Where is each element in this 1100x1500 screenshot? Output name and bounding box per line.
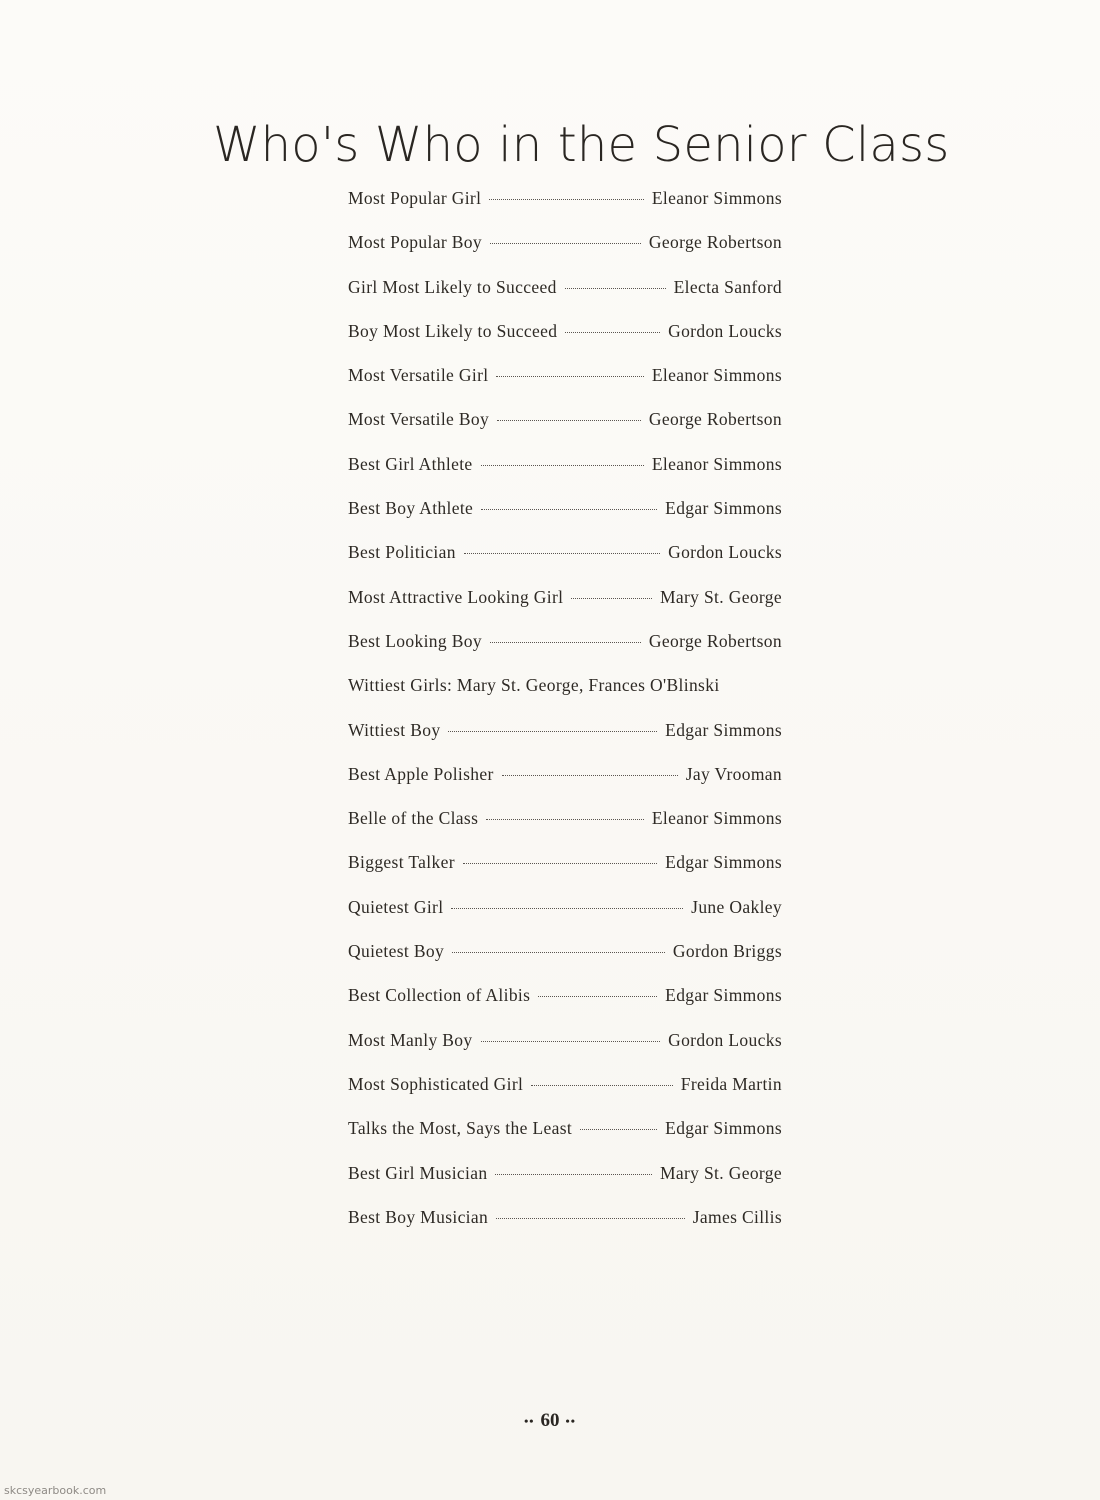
dot-leader — [463, 863, 657, 864]
award-winner: Electa Sanford — [673, 276, 782, 297]
dot-leader — [565, 288, 666, 289]
dot-leader — [464, 553, 660, 554]
award-label: Quietest Boy — [348, 941, 445, 962]
award-label: Best Politician — [348, 542, 456, 563]
list-item — [348, 277, 782, 321]
award-label: Best Apple Polisher — [348, 763, 494, 784]
award-label: Girl Most Likely to Succeed — [348, 276, 557, 297]
dot-leader — [481, 509, 657, 510]
award-label: Best Boy Musician — [348, 1206, 489, 1227]
award-winner: Gordon Loucks — [668, 542, 782, 563]
list-item — [348, 587, 782, 631]
award-label: Biggest Talker — [348, 852, 455, 873]
list-item — [348, 1074, 782, 1118]
list-item — [348, 454, 782, 498]
dot-leader — [451, 908, 683, 909]
page-number-text: 60 — [540, 1410, 560, 1431]
award-label: Belle of the Class — [348, 808, 479, 829]
dot-leader — [495, 1174, 651, 1175]
list-item — [348, 897, 782, 941]
award-label: Most Popular Girl — [348, 188, 482, 208]
award-winner: Freida Martin — [680, 1073, 782, 1094]
list-item — [348, 631, 782, 675]
list-item — [348, 720, 782, 764]
award-label: Best Girl Athlete — [348, 453, 473, 474]
award-winner: Eleanor Simmons — [651, 188, 782, 208]
dot-leader — [580, 1129, 657, 1130]
list-item — [348, 1030, 782, 1074]
award-label: Quietest Girl — [348, 896, 444, 917]
award-winner: Edgar Simmons — [665, 985, 782, 1006]
page-number — [0, 1410, 1100, 1432]
dot-leader — [497, 420, 641, 421]
list-item — [348, 498, 782, 542]
award-winner: Eleanor Simmons — [651, 453, 782, 474]
list-item — [348, 365, 782, 409]
award-winner: Mary St. George — [659, 1162, 782, 1183]
award-label: Best Collection of Alibis — [348, 985, 531, 1006]
award-winner: George Robertson — [648, 409, 782, 430]
list-item — [348, 852, 782, 896]
award-label: Most Sophisticated Girl — [348, 1073, 524, 1094]
dot-leader — [490, 642, 641, 643]
superlatives-list — [348, 188, 782, 1251]
award-label: Boy Most Likely to Succeed — [348, 320, 558, 341]
award-winner: Edgar Simmons — [665, 852, 782, 873]
award-label: Most Versatile Girl — [348, 365, 489, 386]
list-item — [348, 808, 782, 852]
award-winner: Jay Vrooman — [685, 763, 782, 784]
list-item — [348, 675, 782, 719]
dot-leader — [481, 1041, 661, 1042]
award-winner: George Robertson — [648, 630, 782, 651]
award-label: Talks the Most, Says the Least — [348, 1118, 573, 1139]
list-item — [348, 941, 782, 985]
award-winner: James Cillis — [692, 1206, 782, 1227]
award-winner: Gordon Briggs — [672, 941, 782, 962]
dot-leader — [481, 465, 644, 466]
award-label: Best Looking Boy — [348, 630, 482, 651]
watermark: skcsyearbook.com — [4, 1484, 107, 1497]
award-label: Most Versatile Boy — [348, 409, 490, 430]
page-title: Who's Who in the Senior Class — [213, 117, 950, 173]
dot-leader — [565, 332, 660, 333]
award-winner: Gordon Loucks — [668, 1029, 782, 1050]
award-winner: Edgar Simmons — [665, 498, 782, 519]
dot-leader — [489, 199, 644, 200]
list-item — [348, 1163, 782, 1207]
list-item — [348, 409, 782, 453]
dot-leader — [502, 775, 678, 776]
award-label: Best Girl Musician — [348, 1162, 488, 1183]
award-winner: George Robertson — [648, 232, 782, 253]
award-winner: Mary St. George — [659, 586, 782, 607]
list-item — [348, 232, 782, 276]
ornament-right: •• — [565, 1414, 576, 1429]
dot-leader — [452, 952, 665, 953]
list-item — [348, 1207, 782, 1251]
award-winner: Edgar Simmons — [665, 719, 782, 740]
dot-leader — [496, 1218, 685, 1219]
ornament-left: •• — [524, 1414, 535, 1429]
list-item — [348, 542, 782, 586]
dot-leader — [486, 819, 644, 820]
award-label: Most Attractive Looking Girl — [348, 586, 564, 607]
dot-leader — [571, 598, 652, 599]
dot-leader — [490, 243, 641, 244]
award-winner: June Oakley — [691, 896, 782, 917]
list-item — [348, 764, 782, 808]
dot-leader — [448, 731, 657, 732]
list-item — [348, 1118, 782, 1162]
list-item — [348, 321, 782, 365]
dot-leader — [496, 376, 643, 377]
dot-leader — [531, 1085, 672, 1086]
dot-leader — [538, 996, 657, 997]
award-label: Wittiest Boy — [348, 719, 441, 740]
award-label: Wittiest Girls: Mary St. George, Frances O'Blinski — [348, 675, 720, 696]
award-winner: Gordon Loucks — [668, 320, 782, 341]
award-winner: Eleanor Simmons — [651, 808, 782, 829]
award-winner: Eleanor Simmons — [651, 365, 782, 386]
award-winner: Edgar Simmons — [665, 1118, 782, 1139]
award-label: Most Popular Boy — [348, 232, 482, 253]
award-label: Most Manly Boy — [348, 1029, 473, 1050]
list-item — [348, 188, 782, 232]
award-label: Best Boy Athlete — [348, 498, 474, 519]
list-item — [348, 985, 782, 1029]
